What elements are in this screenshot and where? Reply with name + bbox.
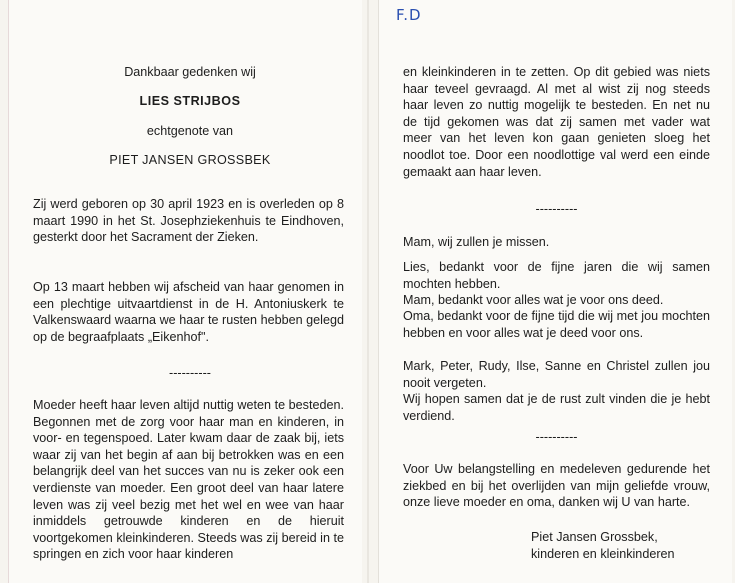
thanks-mam: Mam, bedankt voor alles wat je voor ons deed. (403, 293, 664, 307)
grandchildren-line: Mark, Peter, Rudy, Ilse, Sanne en Christel zullen jou nooit vergeten. (403, 359, 710, 390)
life-paragraph: Moeder heeft haar leven altijd nuttig weten te besteden. Begonnen met de zorg voor haar man en kinderen, in voor- en tegenspoed. Later kwam daar de zaak bij, iets waar zij van het begin af aan bij betrokken was en een belangrijk deel van het succes van nu is zeker ook een verdienste van moeder. Een groot deel van haar latere leven was zij veel bezig met het wel en wee van haar inmiddels getrouwde kinderen en de hieruit voortgekomen kleinkinderen. Steeds was zij bereid in te springen en zich voor haar kinderen (33, 398, 344, 562)
card-fold (367, 0, 369, 583)
signature-line-1: Piet Jansen Grossbek, (531, 530, 658, 544)
spouse-name: PIET JANSEN GROSSBEK (109, 153, 271, 167)
handwritten-note: F.D (396, 6, 422, 24)
rest-wish-line: Wij hopen samen dat je de rust zult vinden die je hebt verdiend. (403, 392, 710, 423)
thanks-oma: Oma, bedankt voor de fijne tijd die wij met jou mochten hebben en voor alles wat je deed voor ons. (403, 309, 710, 340)
separator: ---------- (535, 202, 578, 216)
separator: ---------- (535, 430, 578, 444)
signature-line-2: kinderen en kleinkinderen (531, 547, 675, 561)
thank-you-paragraph: Voor Uw belangstelling en medeleven gedurende het ziekbed en bij het overlijden van mijn geliefde vrouw, onze lieve moeder en oma, danken wij U van harte. (403, 462, 710, 510)
intro-text: Dankbaar gedenken wij (124, 65, 256, 79)
thanks-lies: Lies, bedankt voor de fijne jaren die wij samen mochten hebben. (403, 260, 710, 291)
deceased-name: LIES STRIJBOS (139, 94, 241, 108)
birth-death-paragraph: Zij werd geboren op 30 april 1923 en is overleden op 8 maart 1990 in het St. Josephziekenhuis te Eindhoven, gesterkt door het Sacrament der Zieken. (33, 197, 344, 245)
life-paragraph-continued: en kleinkinderen in te zetten. Op dit gebied was niets haar teveel gevraagd. Al met al wist zij nog steeds haar leven zo nuttig mogelijk te besteden. En net nu de tijd gekomen was dat zij samen met vader wat meer van het leven kon gaan genieten sloeg het noodlot toe. Door een noodlottige val werd een einde gemaakt aan haar leven. (403, 65, 710, 179)
spouse-label: echtgenote van (146, 124, 234, 138)
miss-you-line: Mam, wij zullen je missen. (403, 235, 550, 249)
funeral-paragraph: Op 13 maart hebben wij afscheid van haar genomen in een plechtige uitvaartdienst in de H. Antoniuskerk te Valkenswaard waarna we haar te rusten hebben gelegd op de begraafplaats „Eikenhof". (33, 280, 344, 344)
separator: ---------- (169, 366, 211, 380)
